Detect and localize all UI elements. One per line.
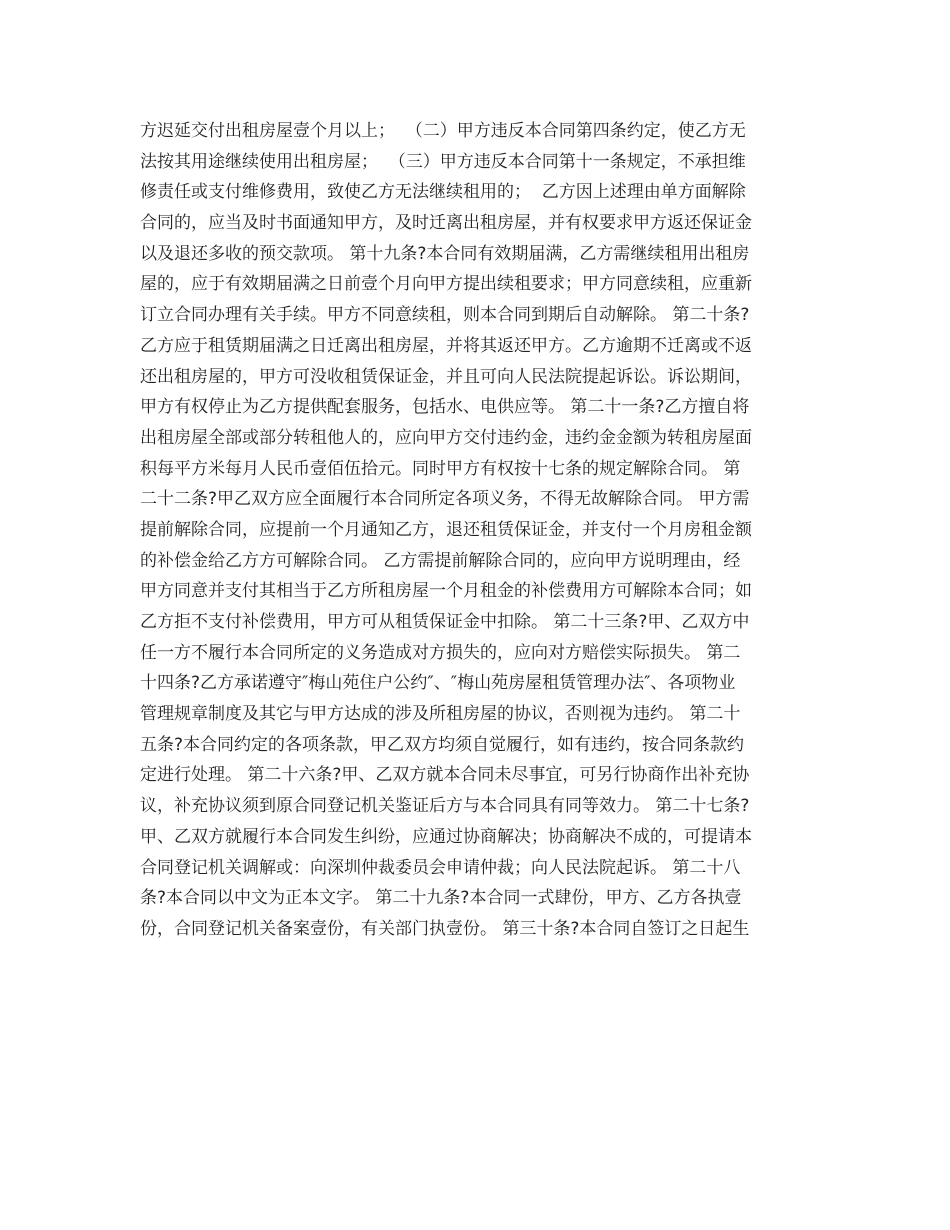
text-line: 积每平方米每月人民币壹佰伍拾元。同时甲方有权按十七条的规定解除合同。 第 bbox=[140, 458, 741, 479]
text-line: 乙方拒不支付补偿费用，甲方可从租赁保证金中扣除。 第二十三条?甲、乙双方中 bbox=[140, 612, 750, 632]
text-line: 甲方同意并支付其相当于乙方所租房屋一个月租金的补偿费用方可解除本合同；如 bbox=[140, 581, 752, 602]
text-line: 份，合同登记机关备案壹份，有关部门执壹份。 第三十条?本合同自签订之日起生 bbox=[140, 918, 750, 939]
contract-body bbox=[140, 116, 820, 945]
text-line: 乙方应于租赁期届满之日迁离出租房屋，并将其返还甲方。乙方逾期不迁离或不返 bbox=[140, 335, 752, 356]
text-line: 甲、乙双方就履行本合同发生纠纷，应通过协商解决；协商解决不成的，可提请本 bbox=[140, 826, 752, 847]
text-line: 还出租房屋的，甲方可没收租赁保证金，并且可向人民法院提起诉讼。诉讼期间， bbox=[140, 366, 752, 387]
text-line: 五条?本合同约定的各项条款，甲乙双方均须自觉履行，如有违约，按合同条款约 bbox=[140, 734, 745, 755]
text-line: 修责任或支付维修费用，致使乙方无法继续租用的； 乙方因上述理由单方面解除 bbox=[140, 182, 746, 203]
text-line: 以及退还多收的预交款项。 第十九条?本合同有效期届满，乙方需继续租用出租房 bbox=[140, 243, 750, 264]
text-line: 管理规章制度及其它与甲方达成的涉及所租房屋的协议，否则视为违约。 第二十 bbox=[140, 704, 741, 725]
text-line: 出租房屋全部或部分转租他人的，应向甲方交付违约金，违约金金额为转租房屋面 bbox=[140, 427, 752, 448]
text-line: 议，补充协议须到原合同登记机关鉴证后方与本合同具有同等效力。 第二十七条? bbox=[140, 796, 750, 817]
text-line: 十四条?乙方承诺遵守″梅山苑住户公约″、″梅山苑房屋租赁管理办法″、各项物业 bbox=[140, 673, 736, 694]
text-line: 合同登记机关调解或：向深圳仲裁委员会申请仲裁；向人民法院起诉。 第二十八 bbox=[140, 857, 741, 878]
text-line: 合同的，应当及时书面通知甲方，及时迁离出租房屋，并有权要求甲方返还保证金 bbox=[140, 213, 752, 234]
text-line: 屋的，应于有效期届满之日前壹个月向甲方提出续租要求；甲方同意续租，应重新 bbox=[140, 274, 752, 295]
text-line: 甲方有权停止为乙方提供配套服务，包括水、电供应等。 第二十一条?乙方擅自将 bbox=[140, 397, 750, 418]
text-line: 订立合同办理有关手续。甲方不同意续租，则本合同到期后自动解除。 第二十条? bbox=[140, 305, 750, 326]
text-line: 条?本合同以中文为正本文字。 第二十九条?本合同一式肆份，甲方、乙方各执壹 bbox=[140, 888, 742, 909]
text-line: 二十二条?甲乙双方应全面履行本合同所定各项义务，不得无故解除合同。 甲方需 bbox=[140, 489, 750, 510]
text-line: 任一方不履行本合同所定的义务造成对方损失的，应向对方赔偿实际损失。 第二 bbox=[140, 642, 741, 663]
text-line: 定进行处理。 第二十六条?甲、乙双方就本合同未尽事宜，可另行协商作出补充协 bbox=[140, 765, 750, 786]
text-line: 方迟延交付出租房屋壹个月以上； （二）甲方违反本合同第四条约定，使乙方无 bbox=[140, 121, 746, 141]
text-line: 法按其用途继续使用出租房屋； （三）甲方违反本合同第十一条规定，不承担维 bbox=[140, 151, 746, 172]
text-line: 的补偿金给乙方方可解除合同。 乙方需提前解除合同的，应向甲方说明理由，经 bbox=[140, 550, 741, 571]
text-line: 提前解除合同，应提前一个月通知乙方，退还租赁保证金，并支付一个月房租金额 bbox=[140, 519, 752, 540]
